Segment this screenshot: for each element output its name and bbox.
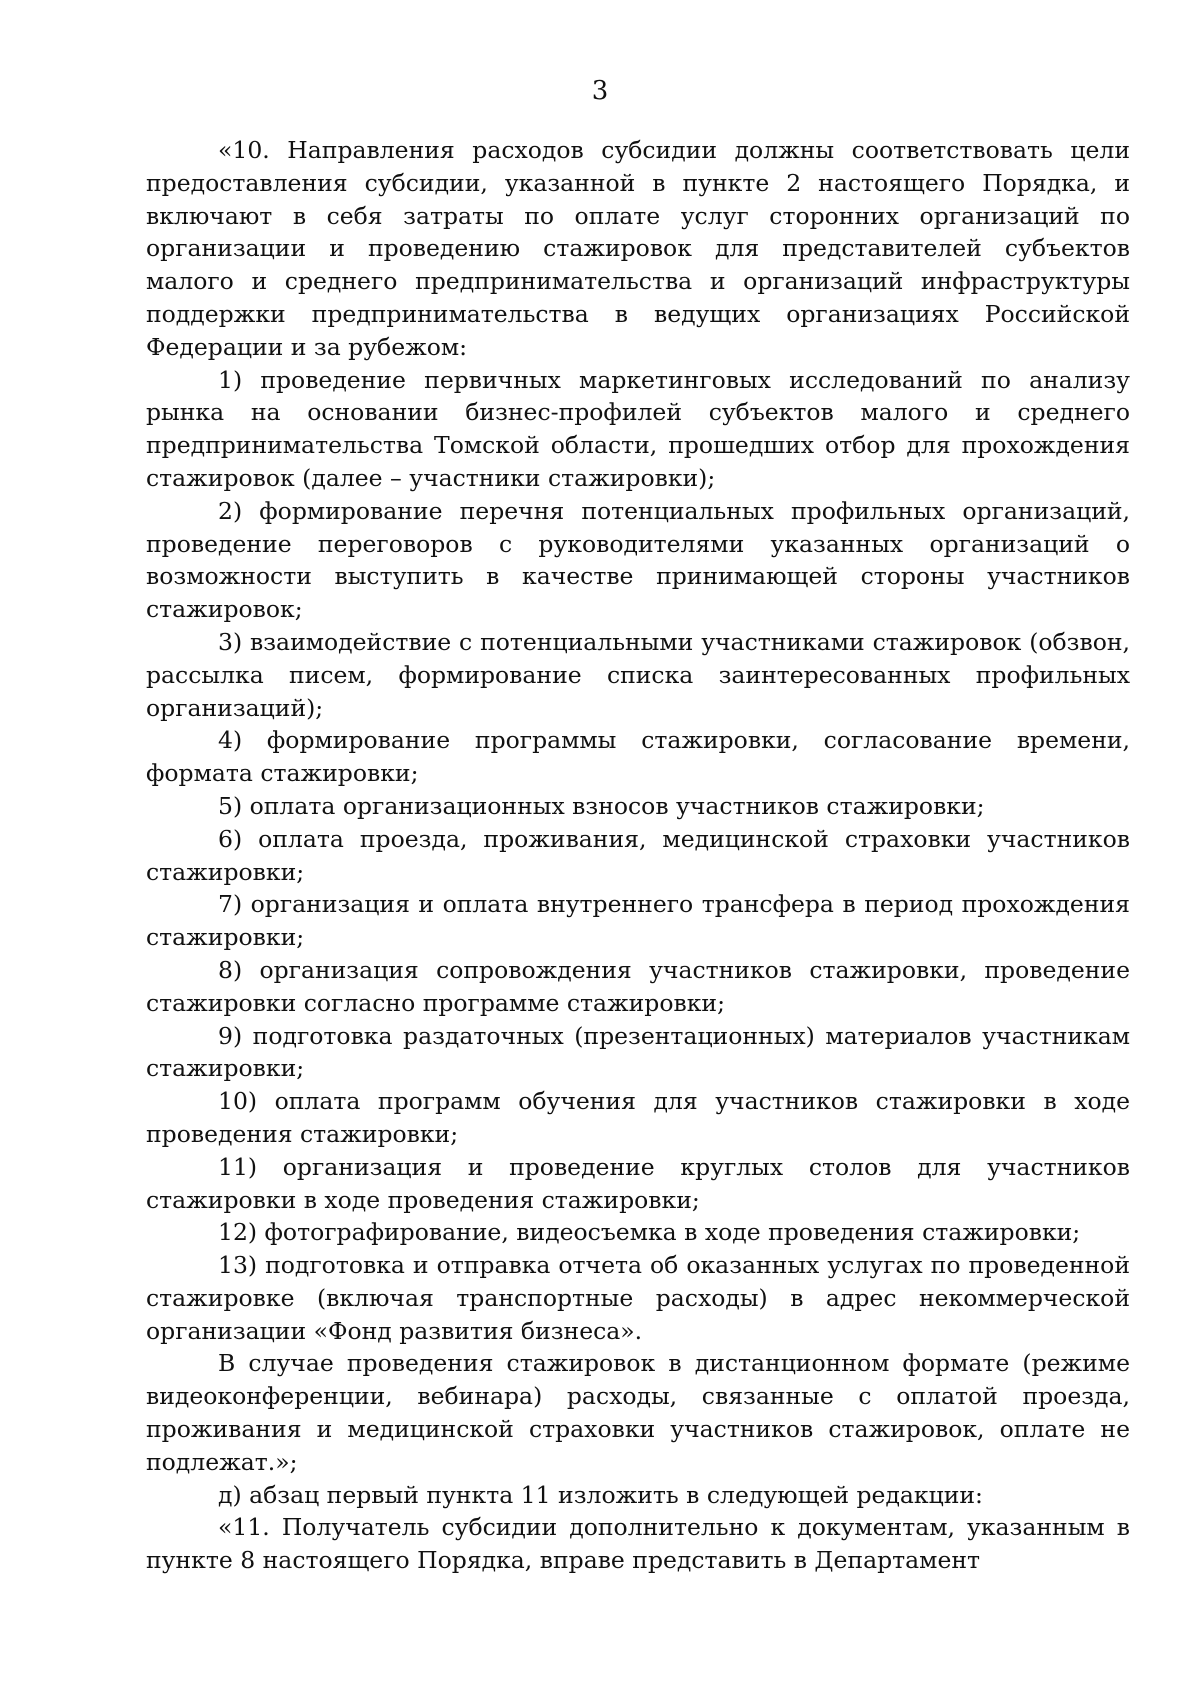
list-item-8: 8) организация сопровождения участников стажировки, проведение стажировки согласно программе стажировки; [146,955,1130,1017]
paragraph-item-11: «11. Получатель субсидии дополнительно к документам, указанным в пункте 8 настоящего Порядка, вправе представить в Департамент [146,1513,1130,1575]
list-item-4: 4) формирование программы стажировки, согласование времени, формата стажировки; [146,726,1130,788]
list-item-6: 6) оплата проезда, проживания, медицинской страховки участников стажировки; [146,824,1130,886]
paragraph-distance-format: В случае проведения стажировок в дистанционном формате (режиме видеоконференции, вебинара) расходы, связанные с оплатой проезда, проживания и медицинской страховки участников стажировок, оплате не подлежат.»; [146,1349,1130,1476]
list-item-11: 11) организация и проведение круглых столов для участников стажировки в ходе проведения стажировки; [146,1152,1130,1214]
list-item-3: 3) взаимодействие с потенциальными участниками стажировок (обзвон, рассылка писем, формирование списка заинтересованных профильных организаций); [146,627,1130,722]
paragraph-item-10-intro: «10. Направления расходов субсидии должны соответствовать цели предоставления субсидии, указанной в пункте 2 настоящего Порядка, и включают в себя затраты по оплате услуг сторонних организаций по организации и проведению стажировок для представителей субъектов малого и среднего предпринимательства и организаций инфраструктуры поддержки предпринимательства в ведущих организациях Российской Федерации и за рубежом: [146,136,1130,361]
list-item-1: 1) проведение первичных маркетинговых исследований по анализу рынка на основании бизнес-профилей субъектов малого и среднего предпринимательства Томской области, прошедших отбор для прохождения стажировок (далее – участники стажировки); [146,365,1130,492]
list-item-7: 7) организация и оплата внутреннего трансфера в период прохождения стажировки; [146,890,1130,952]
document-body [146,134,1130,1577]
list-item-2: 2) формирование перечня потенциальных профильных организаций, проведение переговоров с руководителями указанных организаций о возможности выступить в качестве принимающей стороны участников стажировок; [146,496,1130,624]
list-item-10: 10) оплата программ обучения для участников стажировки в ходе проведения стажировки; [146,1087,1130,1148]
list-item-13: 13) подготовка и отправка отчета об оказанных услугах по проведенной стажировке (включая транспортные расходы) в адрес некоммерческой организации «Фонд развития бизнеса». [146,1251,1130,1345]
list-item-9: 9) подготовка раздаточных (презентационных) материалов участникам стажировки; [146,1021,1130,1083]
list-item-12: 12) фотографирование, видеосъемка в ходе проведения стажировки; [218,1218,1081,1247]
list-item-5: 5) оплата организационных взносов участников стажировки; [218,791,985,820]
paragraph-amendment-d: д) абзац первый пункта 11 изложить в следующей редакции: [218,1480,983,1509]
page-number: 3 [591,76,609,106]
